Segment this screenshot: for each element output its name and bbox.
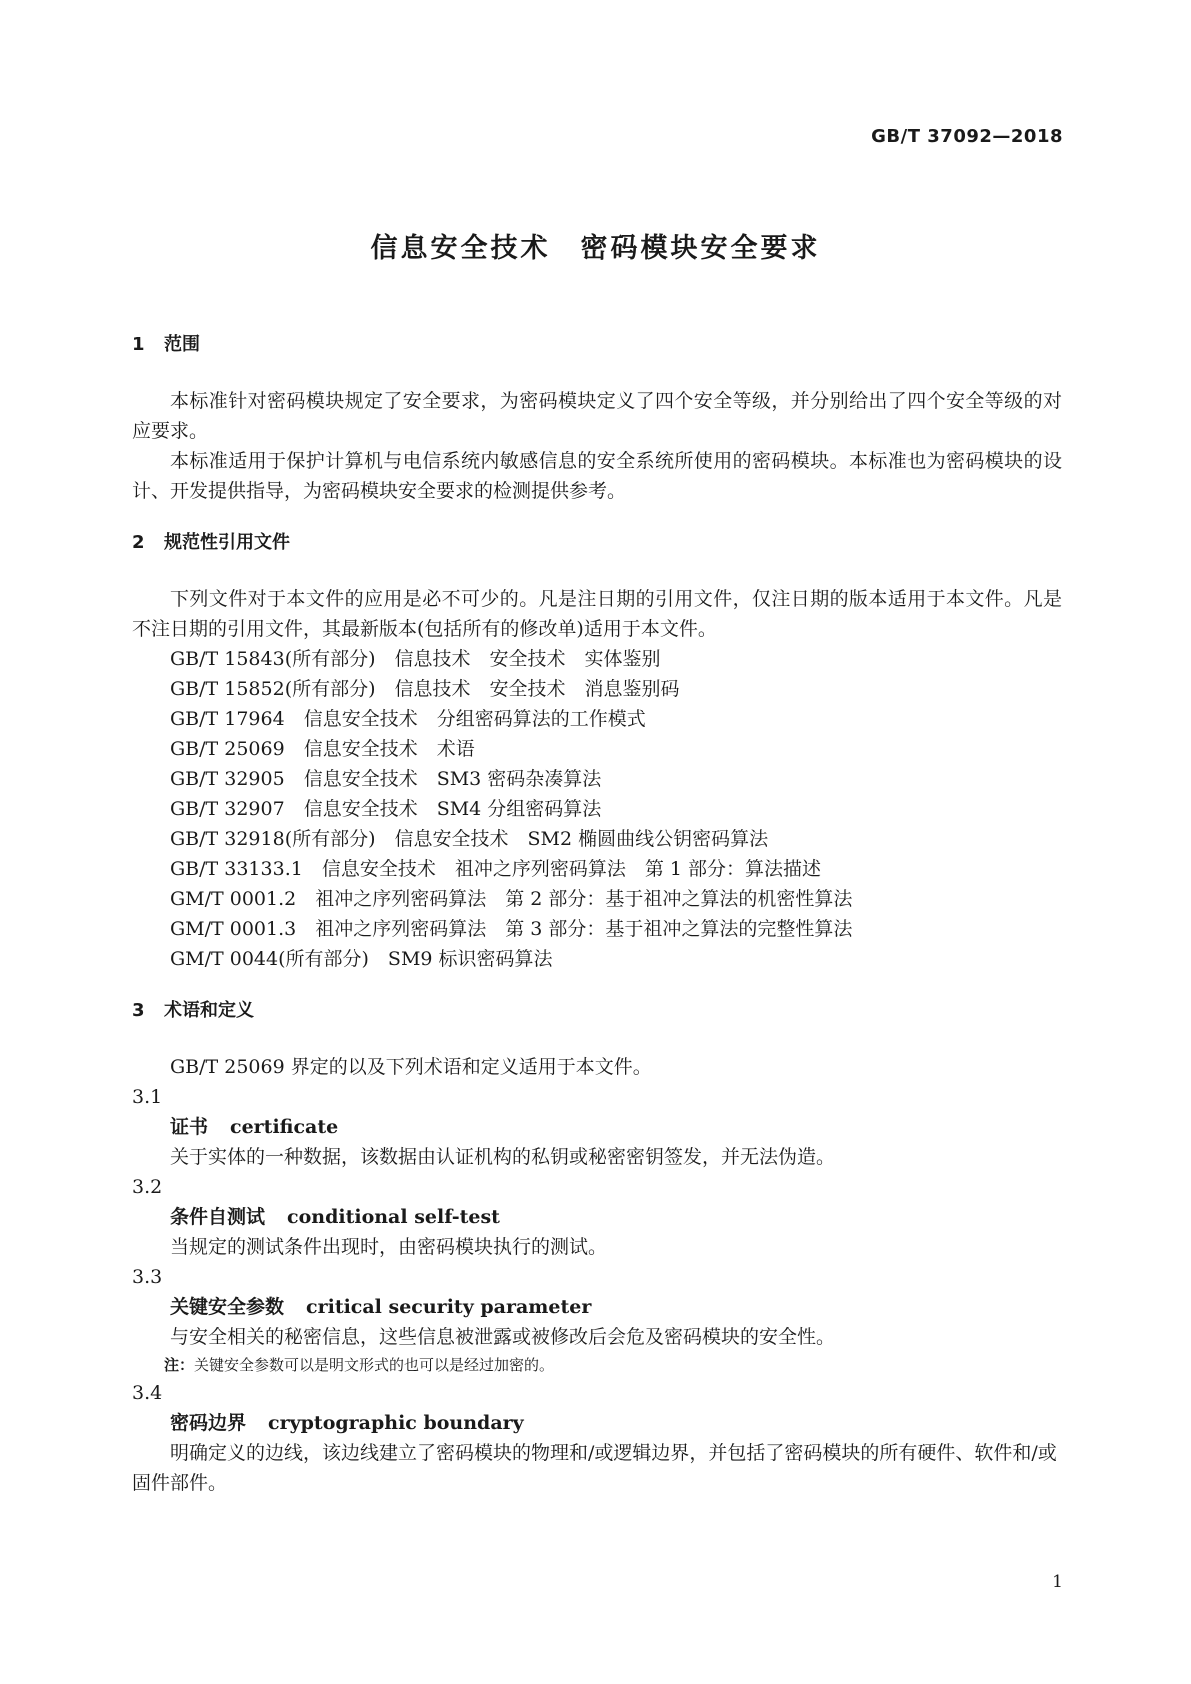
reference-item: GB/T 32918(所有部分) 信息安全技术 SM2 椭圆曲线公钥密码算法 <box>170 828 769 850</box>
term-definition: 明确定义的边线，该边线建立了密码模块的物理和/或逻辑边界，并包括了密码模块的所有硬件、软件和/或固件部件。 <box>132 1442 1057 1494</box>
section-title: 范围 <box>164 334 200 355</box>
reference-item: GM/T 0044(所有部分) SM9 标识密码算法 <box>170 948 553 970</box>
reference-item: GM/T 0001.3 祖冲之序列密码算法 第 3 部分：基于祖冲之算法的完整性算法 <box>170 918 853 940</box>
term-title <box>132 1408 1062 1438</box>
section-title: 规范性引用文件 <box>164 532 290 553</box>
term-definition: 当规定的测试条件出现时，由密码模块执行的测试。 <box>170 1236 608 1258</box>
reference-item: GM/T 0001.2 祖冲之序列密码算法 第 2 部分：基于祖冲之算法的机密性算法 <box>170 888 853 910</box>
paragraph: GB/T 25069 界定的以及下列术语和定义适用于本文件。 <box>170 1056 652 1078</box>
document-title: 信息安全技术 密码模块安全要求 <box>370 233 821 264</box>
term-zh: 条件自测试 <box>170 1206 266 1228</box>
reference-item: GB/T 32907 信息安全技术 SM4 分组密码算法 <box>170 798 602 820</box>
section-number: 1 <box>132 334 145 355</box>
section-heading-terms-definitions <box>132 996 1062 1026</box>
section-number: 3 <box>132 1000 145 1021</box>
paragraph: 本标准适用于保护计算机与电信系统内敏感信息的安全系统所使用的密码模块。本标准也为密码模块的设计、开发提供指导，为密码模块安全要求的检测提供参考。 <box>132 450 1062 502</box>
reference-item: GB/T 33133.1 信息安全技术 祖冲之序列密码算法 第 1 部分：算法描述 <box>170 858 821 880</box>
document-body <box>132 330 1062 1498</box>
reference-item: GB/T 25069 信息安全技术 术语 <box>170 738 475 760</box>
term-number: 3.1 <box>132 1086 163 1108</box>
term-title <box>132 1292 1062 1322</box>
section-heading-normative-references <box>132 528 1062 558</box>
term-number: 3.2 <box>132 1176 163 1198</box>
paragraph: 本标准针对密码模块规定了安全要求，为密码模块定义了四个安全等级，并分别给出了四个安全等级的对应要求。 <box>132 390 1062 442</box>
term-number: 3.4 <box>132 1382 163 1404</box>
term-number: 3.3 <box>132 1266 163 1288</box>
term-entry <box>132 1172 1062 1262</box>
term-entry <box>132 1378 1062 1498</box>
term-en: cryptographic boundary <box>268 1412 524 1434</box>
section-heading-scope <box>132 330 1062 360</box>
term-zh: 密码边界 <box>170 1412 247 1434</box>
standard-code: GB/T 37092—2018 <box>871 126 1063 147</box>
section-title: 术语和定义 <box>164 1000 254 1021</box>
paragraph: 下列文件对于本文件的应用是必不可少的。凡是注日期的引用文件，仅注日期的版本适用于本文件。凡是不注日期的引用文件，其最新版本(包括所有的修改单)适用于本文件。 <box>132 588 1062 640</box>
term-entry <box>132 1262 1062 1378</box>
term-zh: 关键安全参数 <box>170 1296 285 1318</box>
term-en: critical security parameter <box>306 1296 592 1318</box>
term-title <box>132 1112 1062 1142</box>
term-en: certificate <box>230 1116 339 1138</box>
term-note <box>132 1352 1062 1378</box>
page-number: 1 <box>1052 1572 1063 1592</box>
term-definition: 与安全相关的秘密信息，这些信息被泄露或被修改后会危及密码模块的安全性。 <box>170 1326 836 1348</box>
term-zh: 证书 <box>170 1116 209 1138</box>
note-label: 注： <box>164 1356 195 1374</box>
reference-item: GB/T 32905 信息安全技术 SM3 密码杂凑算法 <box>170 768 602 790</box>
term-entry <box>132 1082 1062 1172</box>
term-title <box>132 1202 1062 1232</box>
reference-item: GB/T 17964 信息安全技术 分组密码算法的工作模式 <box>170 708 646 730</box>
reference-item: GB/T 15843(所有部分) 信息技术 安全技术 实体鉴别 <box>170 648 661 670</box>
section-number: 2 <box>132 532 145 553</box>
note-text: 关键安全参数可以是明文形式的也可以是经过加密的。 <box>194 1356 555 1374</box>
term-definition: 关于实体的一种数据，该数据由认证机构的私钥或秘密密钥签发，并无法伪造。 <box>170 1146 836 1168</box>
reference-list <box>132 644 1062 974</box>
term-en: conditional self-test <box>287 1206 500 1228</box>
reference-item: GB/T 15852(所有部分) 信息技术 安全技术 消息鉴别码 <box>170 678 680 700</box>
